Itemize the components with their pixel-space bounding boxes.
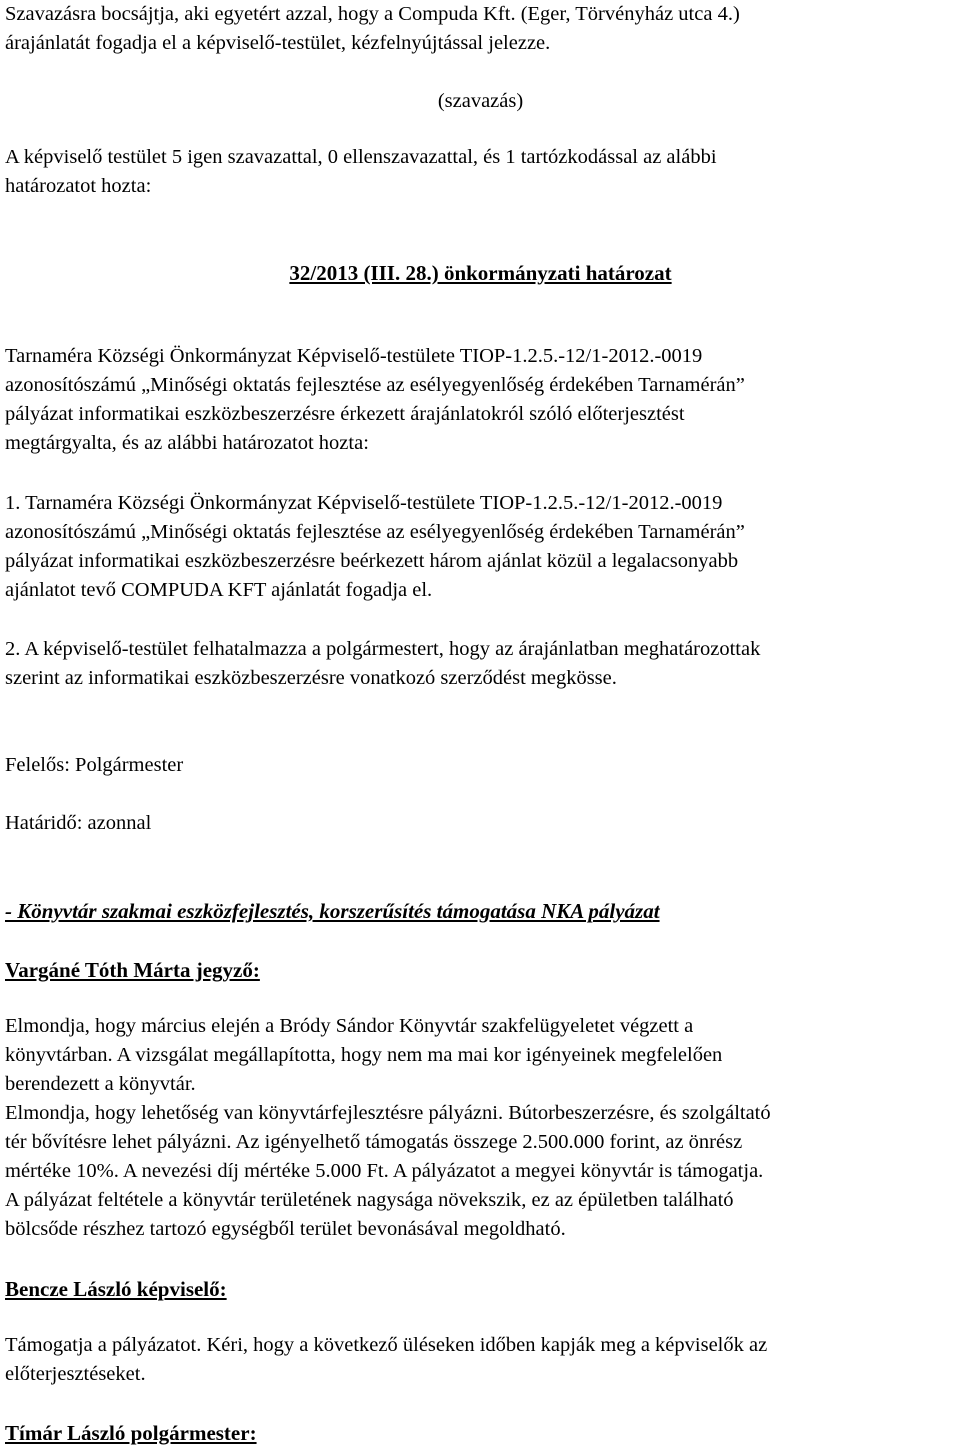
speech-1-line-3: berendezett a könyvtár. (5, 1073, 196, 1095)
preamble-line-3: pályázat informatikai eszközbeszerzésre érkezett árajánlatokról szóló előterjesztést (5, 403, 685, 425)
intro-line-1: Szavazásra bocsájtja, aki egyetért azzal, hogy a Compuda Kft. (Eger, Törvényház utca 4.) (5, 3, 740, 25)
point-1-paragraph (5, 489, 956, 605)
preamble-line-1: Tarnaméra Községi Önkormányzat Képviselő-testülete TIOP-1.2.5.-12/1-2012.-0019 (5, 345, 703, 367)
vote-result-line-1: A képviselő testület 5 igen szavazattal, 0 ellenszavazattal, és 1 tartózkodással az alábbi (5, 146, 717, 168)
preamble-line-2: azonosítószámú „Minőségi oktatás fejlesztése az esélyegyenlőség érdekében Tarnamérán” (5, 374, 745, 396)
speech-1-line-2: könyvtárban. A vizsgálat megállapította, hogy nem ma mai kor igényeinek megfelelően (5, 1044, 723, 1066)
responsible-line: Felelős: Polgármester (5, 754, 184, 776)
point-2-paragraph (5, 635, 956, 693)
deadline-line: Határidő: azonnal (5, 812, 152, 834)
speech-2-line-1: Támogatja a pályázatot. Kéri, hogy a következő üléseken időben kapják meg a képviselők az (5, 1334, 768, 1356)
speech-1-line-6: mértéke 10%. A nevezési díj mértéke 5.000 Ft. A pályázatot a megyei könyvtár is támogatja. (5, 1160, 764, 1182)
vote-result-line-2: határozatot hozta: (5, 175, 152, 197)
point-2-line-1: 2. A képviselő-testület felhatalmazza a polgármestert, hogy az árajánlatban meghatározottak (5, 638, 761, 660)
point-1-line-1: 1. Tarnaméra Községi Önkormányzat Képviselő-testülete TIOP-1.2.5.-12/1-2012.-0019 (5, 492, 723, 514)
point-1-line-2: azonosítószámú „Minőségi oktatás fejlesztése az esélyegyenlőség érdekében Tarnamérán” (5, 521, 745, 543)
speaker-1-name: Vargáné Tóth Márta jegyző: (5, 958, 260, 982)
point-2-line-2: szerint az informatikai eszközbeszerzésre vonatkozó szerződést megkösse. (5, 667, 617, 689)
speech-1-line-4: Elmondja, hogy lehetőség van könyvtárfejlesztésre pályázni. Bútorbeszerzésre, és szolgáltató (5, 1102, 771, 1124)
speaker-3-name: Tímár László polgármester: (5, 1421, 257, 1445)
speaker-2-name: Bencze László képviselő: (5, 1277, 227, 1301)
intro-line-2: árajánlatát fogadja el a képviselő-testület, kézfelnyújtással jelezze. (5, 32, 551, 54)
preamble-paragraph (5, 342, 956, 458)
intro-paragraph (5, 0, 956, 58)
speech-1-line-5: tér bővítésre lehet pályázni. Az igényelhető támogatás összege 2.500.000 forint, az önrész (5, 1131, 743, 1153)
resolution-title: 32/2013 (III. 28.) önkormányzati határozat (289, 261, 672, 285)
speech-2-paragraph (5, 1331, 956, 1389)
speech-1-paragraph (5, 1012, 956, 1244)
vote-label: (szavazás) (437, 90, 524, 112)
section-title: - Könyvtár szakmai eszközfejlesztés, korszerűsítés támogatása NKA pályázat (5, 899, 660, 923)
speech-1-line-7: A pályázat feltétele a könyvtár területének nagysága növekszik, ez az épületben található (5, 1189, 734, 1211)
point-1-line-3: pályázat informatikai eszközbeszerzésre beérkezett három ajánlat közül a legalacsonyabb (5, 550, 739, 572)
speech-1-line-1: Elmondja, hogy március elején a Bródy Sándor Könyvtár szakfelügyeletet végzett a (5, 1015, 694, 1037)
speech-1-line-8: bölcsőde részhez tartozó egységből terület bevonásával megoldható. (5, 1218, 566, 1240)
point-1-line-4: ajánlatot tevő COMPUDA KFT ajánlatát fogadja el. (5, 579, 433, 601)
vote-result-paragraph (5, 143, 956, 201)
preamble-line-4: megtárgyalta, és az alábbi határozatot hozta: (5, 432, 369, 454)
speech-2-line-2: előterjesztéseket. (5, 1363, 146, 1385)
